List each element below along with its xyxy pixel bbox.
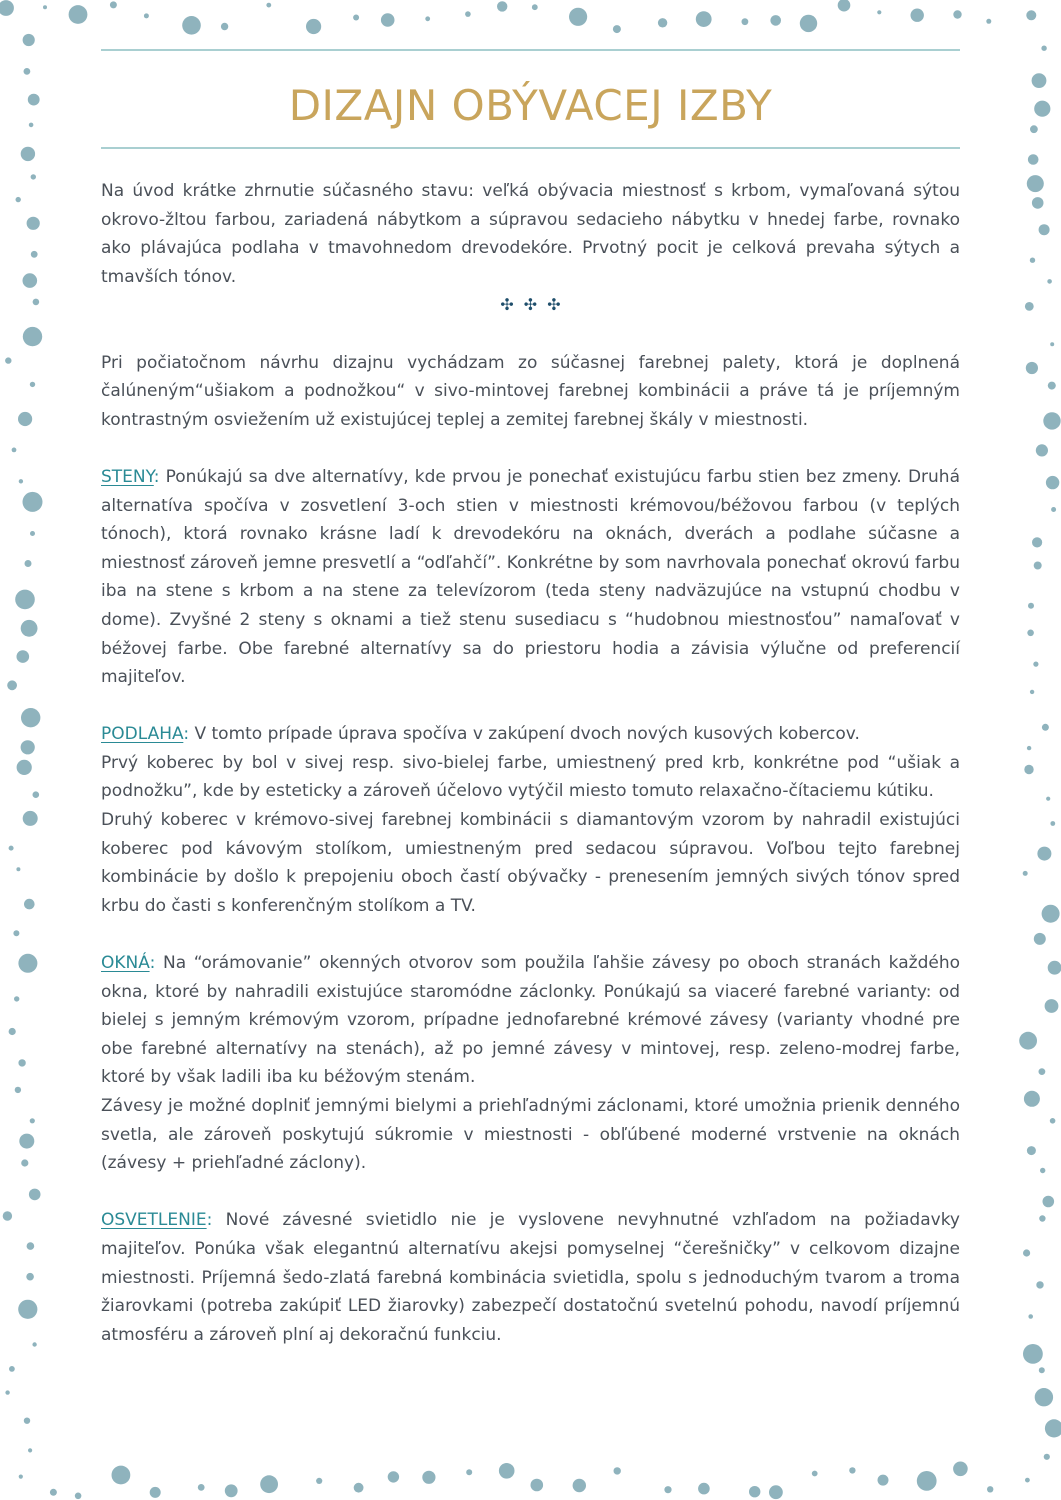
polka-dot bbox=[1027, 1146, 1036, 1155]
polka-dot bbox=[381, 13, 395, 27]
polka-dot bbox=[26, 1273, 34, 1281]
polka-dot bbox=[9, 1366, 15, 1372]
polka-dot bbox=[17, 650, 30, 663]
polka-dot bbox=[1027, 630, 1034, 637]
section-text-steny: Ponúkajú sa dve alternatívy, kde prvou je ponechať existujúcu farbu stien bez zmeny. Druhá alternatíva spočíva v zosvetlení 3-och stien v miestnosti krémovou/béžovou farbou (v teplých tónoch), ktorá rovnako krásne ladí k drevodekóru na oknách, dverách a podlahe súčasne a miestnosť zároveň jemne presvetlí a “odľahčí”. Konkrétne by som navrhovala ponechať okrovú farbu iba na stene s krbom a na stene za televízorom (teda steny nadväzujúce na vstupnú chodbu v dome). Zvyšné 2 steny s oknami a tiež stenu susediacu s “hudobnou miestnosťou” namaľovať v béžovej farbe. Obe farebné alternatívy sa do priestoru hodia a závisia výlučne od preferencií majiteľov. bbox=[101, 466, 960, 688]
polka-dot bbox=[23, 811, 38, 826]
polka-dot bbox=[225, 1484, 238, 1497]
polka-dot bbox=[531, 1479, 544, 1492]
polka-dot bbox=[23, 34, 35, 46]
polka-dot bbox=[1027, 175, 1044, 192]
polka-dot bbox=[18, 412, 32, 426]
polka-dot bbox=[16, 867, 20, 871]
polka-dot bbox=[21, 740, 35, 754]
polka-dot bbox=[1030, 690, 1034, 694]
polka-dot bbox=[5, 357, 11, 363]
polka-dot bbox=[13, 930, 19, 936]
polka-dot bbox=[1050, 821, 1055, 826]
polka-dot bbox=[422, 1471, 435, 1484]
section-label-osvetlenie: OSVETLENIE bbox=[101, 1210, 207, 1231]
ornament-divider-icon: ✣✣✣ bbox=[500, 295, 571, 315]
polka-dot bbox=[658, 18, 667, 27]
polka-dot bbox=[1048, 382, 1056, 390]
section-label-steny: STENY bbox=[101, 466, 154, 487]
polka-dot bbox=[614, 1467, 621, 1474]
polka-dot bbox=[150, 1487, 161, 1498]
polka-dot bbox=[30, 1118, 35, 1123]
polka-dot bbox=[21, 1159, 28, 1166]
document-body bbox=[101, 177, 960, 1349]
polka-dot bbox=[21, 147, 35, 161]
polka-dot bbox=[1046, 797, 1050, 801]
polka-dot bbox=[1039, 1068, 1046, 1075]
polka-dot bbox=[50, 1489, 57, 1496]
polka-dot bbox=[1024, 1091, 1040, 1107]
polka-dot bbox=[1036, 444, 1048, 456]
polka-dot bbox=[1050, 342, 1054, 346]
intro-paragraph: Na úvod krátke zhrnutie súčasného stavu: veľká obývacia miestnosť s krbom, vymaľovaná sýtou okrovo-žltou farbou, zariadená nábytkom a súpravou sedacieho nábytku v hnedej farbe, rovnako ako plávajúca podlaha v tmavohnedom drevodekóre. Prvotný pocit je celková prevaha sýtych a tmavších tónov. bbox=[101, 181, 960, 287]
polka-dot bbox=[1026, 362, 1038, 374]
polka-dot bbox=[30, 531, 35, 536]
polka-dot bbox=[664, 1486, 671, 1493]
polka-dot bbox=[29, 1189, 41, 1201]
polka-dot bbox=[1040, 1168, 1045, 1173]
polka-dot bbox=[31, 174, 36, 179]
polka-dot bbox=[7, 680, 17, 690]
polka-dot bbox=[27, 217, 40, 230]
section-podlaha-paragraph-3: Druhý koberec v krémovo-sivej farebnej kombinácii s diamantovým vzorom by nahradil existujúci koberec pod kávovým stolíkom, umiestneným pred sedacou súpravou. Voľbou tejto farebnej kombinácie by došlo k prepojeniu oboch častí obývačky - prenesením jemných sivých tónov spred krbu do časti s konferenčným stolíkom a TV. bbox=[101, 810, 960, 916]
polka-dot bbox=[1034, 101, 1050, 117]
polka-dot bbox=[1050, 1118, 1056, 1124]
polka-dot bbox=[1025, 302, 1034, 311]
polka-dot bbox=[1039, 1367, 1045, 1373]
polka-dot bbox=[316, 1478, 322, 1484]
polka-dot bbox=[353, 15, 359, 21]
polka-dot bbox=[14, 996, 19, 1001]
section-okna: OKNÁ: Na “orámovanie” okenných otvorov som použila ľahšie závesy po oboch stranách každého okna, ktoré by nahradili existujúce staromódne záclonky. Ponúkajú sa viaceré farebné varianty: od bielej s jemným krémovým vzorom, prípadne jednofarebné krémové závesy (varianty vhodné pre obe farebné alternatívy na stenách), až po jemné závesy v mintovej, resp. zeleno-modrej farbe, ktoré by však ladili iba ku béžovým stenám. bbox=[101, 953, 960, 1088]
polka-dot bbox=[1043, 1196, 1055, 1208]
polka-dot bbox=[986, 19, 991, 24]
polka-dot bbox=[21, 708, 40, 727]
polka-dot bbox=[1045, 999, 1059, 1013]
section-steny: STENY: Ponúkajú sa dve alternatívy, kde prvou je ponechať existujúcu farbu stien bez zmeny. Druhá alternatíva spočíva v zosvetlení 3-och stien v miestnosti krémovou/béžovou farbou (v teplých tónoch), ktorá rovnako krásne ladí k drevodekóru na oknách, dverách a podlahe súčasne a miestnosť zároveň jemne presvetlí a “odľahčí”. Konkrétne by som navrhovala ponechať okrovú farbu iba na stene s krbom a na stene za televízorom (teda steny nadväzujúce na vstupnú chodbu v dome). Zvyšné 2 steny s oknami a tiež stenu susediacu s “hudobnou miestnosťou” namaľovať v béžovej farbe. Obe farebné alternatívy sa do priestoru hodia a závisia výlučne od preferencií majiteľov. bbox=[101, 466, 960, 688]
polka-dot bbox=[1032, 197, 1044, 209]
polka-dot bbox=[1036, 1281, 1043, 1288]
polka-dot bbox=[749, 1486, 760, 1497]
design-intro-paragraph: Pri počiatočnom návrhu dizajnu vychádzam zo súčasnej farebnej palety, ktorá je doplnená čalúneným“ušiakom a podnožkou“ v sivo-mintovej farebnej kombinácii a práve tá je príjemným kontrastným osviežením už existujúcej teplej a zemitej farebnej škály v miestnosti. bbox=[101, 352, 960, 430]
section-text-osvetlenie: Nové závesné svietidlo nie je vyslovene nevyhnutné vzhľadom na požiadavky majiteľov. Ponúka však elegantnú alternatívu akejsi pomyselnej “čerešničky” v celkovom dizajne miestnosti. Príjemná šedo-zlatá farebná kombinácia svietidla, spolu s jednoduchým tvarom a troma žiarovkami (potreba zakúpiť LED žiarovky) zabezpečí dostatočnú svetelnú pohodu, navodí príjemnú atmosféru a zároveň plní aj dekoračnú funkciu. bbox=[101, 1210, 960, 1345]
polka-dot bbox=[15, 1087, 21, 1093]
polka-dot bbox=[613, 25, 621, 33]
polka-dot bbox=[1048, 961, 1061, 975]
polka-dot bbox=[425, 16, 430, 21]
polka-dot bbox=[27, 1242, 35, 1250]
polka-dot bbox=[1023, 871, 1028, 876]
polka-dot bbox=[19, 479, 23, 483]
polka-dot bbox=[28, 1448, 32, 1452]
polka-dot bbox=[12, 448, 17, 453]
polka-dot bbox=[1026, 10, 1036, 20]
polka-dot bbox=[1033, 662, 1038, 667]
polka-dot bbox=[1044, 1454, 1050, 1460]
polka-dot bbox=[987, 1486, 993, 1492]
top-divider bbox=[101, 49, 960, 51]
polka-dot bbox=[75, 1493, 82, 1500]
polka-dot bbox=[25, 560, 32, 567]
polka-dot bbox=[221, 23, 228, 30]
title-divider bbox=[101, 147, 960, 149]
polka-dot bbox=[1032, 73, 1047, 88]
polka-dot bbox=[388, 1471, 399, 1482]
polka-dot bbox=[260, 1475, 278, 1493]
polka-dot bbox=[497, 1, 507, 11]
polka-dot bbox=[1034, 562, 1042, 570]
polka-dot bbox=[953, 1462, 968, 1477]
polka-dot bbox=[23, 327, 42, 346]
section-osvetlenie: OSVETLENIE: Nové závesné svietidlo nie je vyslovene nevyhnutné vzhľadom na požiadavky majiteľov. Ponúka však elegantnú alternatívu akejsi pomyselnej “čerešničky” v celkovom dizajne miestnosti. Príjemná šedo-zlatá farebná kombinácia svietidla, spolu s jednoduchým tvarom a troma žiarovkami (potreba zakúpiť LED žiarovky) zabezpečí dostatočnú svetelnú pohodu, navodí príjemnú atmosféru a zároveň plní aj dekoračnú funkciu. bbox=[101, 1210, 960, 1345]
polka-dot bbox=[24, 1418, 30, 1424]
polka-dot bbox=[19, 1134, 34, 1149]
polka-dot bbox=[29, 123, 34, 128]
polka-dot bbox=[499, 1463, 515, 1479]
polka-dot bbox=[1027, 746, 1031, 750]
polka-dot bbox=[16, 197, 21, 202]
polka-dot bbox=[769, 1485, 783, 1499]
polka-dot bbox=[30, 382, 35, 387]
polka-dot bbox=[1030, 258, 1035, 263]
polka-dot bbox=[19, 1475, 23, 1479]
polka-dot bbox=[1051, 507, 1056, 512]
polka-dot bbox=[1046, 476, 1059, 489]
polka-dot bbox=[24, 68, 31, 75]
polka-dot bbox=[33, 791, 40, 798]
polka-dot bbox=[18, 1300, 37, 1319]
polka-dot bbox=[354, 1483, 364, 1493]
polka-dot bbox=[144, 13, 149, 18]
polka-dot bbox=[0, 0, 14, 16]
polka-dot bbox=[573, 1479, 586, 1492]
polka-dot bbox=[465, 11, 471, 17]
section-text-podlaha: V tomto prípade úprava spočíva v zakúpení dvoch nových kusových kobercov. bbox=[189, 724, 860, 745]
polka-dot bbox=[1028, 1314, 1033, 1319]
polka-dot bbox=[28, 94, 40, 106]
polka-dot bbox=[23, 273, 38, 288]
polka-dot bbox=[877, 10, 881, 14]
polka-dot bbox=[911, 9, 924, 22]
polka-dot bbox=[770, 15, 781, 26]
polka-dot bbox=[33, 299, 40, 306]
polka-dot bbox=[110, 1, 117, 8]
polka-dot bbox=[32, 1342, 36, 1346]
polka-dot bbox=[1041, 46, 1046, 51]
polka-dot bbox=[569, 8, 587, 26]
polka-dot bbox=[878, 1475, 889, 1486]
polka-dot bbox=[1028, 603, 1034, 609]
polka-dot bbox=[1028, 154, 1039, 165]
polka-dot bbox=[17, 760, 32, 775]
polka-dot bbox=[742, 18, 749, 25]
section-label-podlaha: PODLAHA bbox=[101, 724, 184, 745]
polka-dot bbox=[800, 15, 817, 32]
polka-dot bbox=[1030, 125, 1038, 133]
polka-dot bbox=[1042, 724, 1049, 731]
polka-dot bbox=[812, 1471, 818, 1477]
polka-dot bbox=[198, 1484, 205, 1491]
polka-dot bbox=[1024, 765, 1033, 774]
polka-dot bbox=[1032, 537, 1042, 547]
polka-dot bbox=[9, 1028, 16, 1035]
polka-dot bbox=[1019, 1032, 1037, 1050]
polka-dot bbox=[112, 1466, 131, 1485]
polka-dot bbox=[18, 1059, 25, 1066]
polka-dot bbox=[1045, 1419, 1061, 1437]
polka-dot bbox=[698, 1483, 710, 1495]
polka-dot bbox=[9, 846, 14, 851]
polka-dot bbox=[1023, 1344, 1043, 1364]
polka-dot bbox=[5, 1390, 9, 1394]
polka-dot bbox=[1043, 412, 1060, 429]
polka-dot bbox=[1037, 847, 1051, 861]
polka-dot bbox=[31, 251, 38, 258]
section-podlaha: PODLAHA: V tomto prípade úprava spočíva v zakúpení dvoch nových kusových kobercov. bbox=[101, 724, 860, 745]
polka-dot bbox=[182, 16, 201, 35]
page-title: DIZAJN OBÝVACEJ IZBY bbox=[288, 81, 773, 130]
polka-dot bbox=[466, 1469, 472, 1475]
polka-dot bbox=[1039, 1215, 1045, 1221]
polka-dot bbox=[849, 1467, 855, 1473]
polka-dot bbox=[23, 492, 43, 512]
polka-dot bbox=[532, 4, 538, 10]
polka-dot bbox=[1042, 905, 1060, 923]
polka-dot bbox=[18, 954, 37, 973]
section-okna-paragraph-2: Závesy je možné doplniť jemnými bielymi a priehľadnými záclonami, ktoré umožnia prienik denného svetla, ale zároveň poskytujú súkromie v miestnosti - obľúbené moderné vrstvenie na oknách (závesy + priehľadné záclony). bbox=[101, 1096, 960, 1174]
polka-dot bbox=[1039, 224, 1050, 235]
polka-dot bbox=[1025, 1478, 1030, 1483]
polka-dot bbox=[24, 899, 35, 910]
polka-dot bbox=[43, 5, 47, 9]
section-text-okna: Na “orámovanie” okenných otvorov som použila ľahšie závesy po oboch stranách každého okna, ktoré by nahradili existujúce staromódne záclonky. Ponúkajú sa viaceré farebné varianty: od bielej s jemným krémovým vzorom, prípadne jednofarebné krémové závesy (varianty vhodné pre obe farebné alternatívy na stenách), až po jemné závesy v mintovej, resp. zeleno-modrej farbe, ktoré by však ladili iba ku béžovým stenám. bbox=[101, 953, 960, 1088]
polka-dot bbox=[1034, 933, 1046, 945]
polka-dot bbox=[1035, 1388, 1053, 1406]
polka-dot bbox=[306, 19, 321, 34]
polka-dot bbox=[696, 11, 712, 27]
polka-dot bbox=[1023, 1249, 1030, 1256]
section-podlaha-paragraph-2: Prvý koberec by bol v sivej resp. sivo-bielej farbe, umiestnený pred krb, konkrétne pod “ušiak a podnožku”, kde by esteticky a zároveň účelovo vytýčil miesto tomuto relaxačno-čítaciemu kútiku. bbox=[101, 752, 960, 802]
polka-dot bbox=[21, 620, 38, 637]
polka-dot bbox=[953, 10, 961, 18]
polka-dot bbox=[266, 3, 271, 8]
polka-dot bbox=[69, 5, 88, 24]
polka-dot bbox=[917, 1471, 937, 1491]
polka-dot bbox=[838, 0, 851, 12]
polka-dot bbox=[3, 1211, 12, 1220]
section-label-okna: OKNÁ bbox=[101, 953, 150, 974]
polka-dot bbox=[1047, 279, 1052, 284]
polka-dot bbox=[15, 590, 35, 610]
